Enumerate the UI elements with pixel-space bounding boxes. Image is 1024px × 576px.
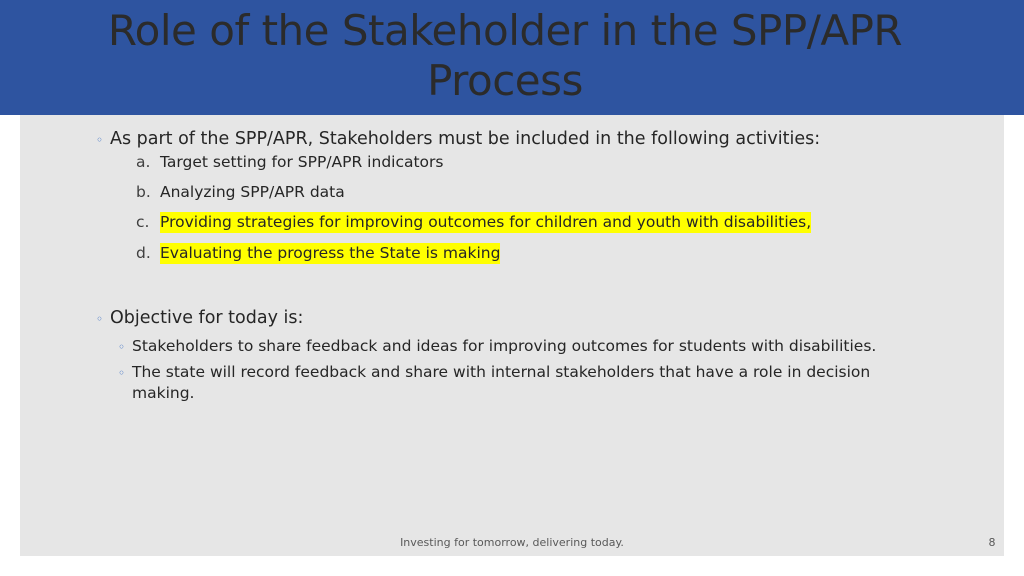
list-item-b-text: Analyzing SPP/APR data: [160, 183, 345, 201]
bullet-activities: [96, 129, 820, 149]
enum-marker: c.: [136, 213, 150, 231]
list-item-d: [136, 243, 500, 264]
bullet-glyph: ◦: [96, 312, 104, 326]
bullet-objective-text: Objective for today is:: [110, 308, 304, 328]
slide-title: Role of the Stakeholder in the SPP/APR Process: [107, 6, 903, 105]
list-item-c-text-highlighted: Providing strategies for improving outcomes for children and youth with disabilities,: [160, 213, 812, 231]
bullet-objective: [96, 308, 303, 328]
sub-bullet-record: [118, 362, 938, 404]
page-number: 8: [988, 536, 996, 549]
sub-bullet-record-text: The state will record feedback and share with internal stakeholders that have a role in decision making.: [132, 363, 871, 402]
list-item-b: [136, 182, 345, 203]
enum-marker: d.: [136, 244, 151, 262]
bullet-glyph: ◦: [96, 133, 104, 147]
list-item-a-text: Target setting for SPP/APR indicators: [160, 153, 444, 171]
bullet-activities-text: As part of the SPP/APR, Stakeholders must be included in the following activities:: [110, 129, 821, 149]
enum-marker: a.: [136, 153, 151, 171]
list-item-d-text-highlighted: Evaluating the progress the State is making: [160, 244, 501, 262]
bullet-glyph: ◦: [118, 366, 126, 380]
slide-footer: Investing for tomorrow, delivering today.: [400, 536, 624, 549]
sub-bullet-feedback: [118, 336, 938, 357]
list-item-a: [136, 152, 444, 173]
bullet-glyph: ◦: [118, 340, 126, 354]
enum-marker: b.: [136, 183, 151, 201]
list-item-c: [136, 212, 811, 233]
sub-bullet-feedback-text: Stakeholders to share feedback and ideas for improving outcomes for students with disabilities.: [132, 337, 877, 355]
